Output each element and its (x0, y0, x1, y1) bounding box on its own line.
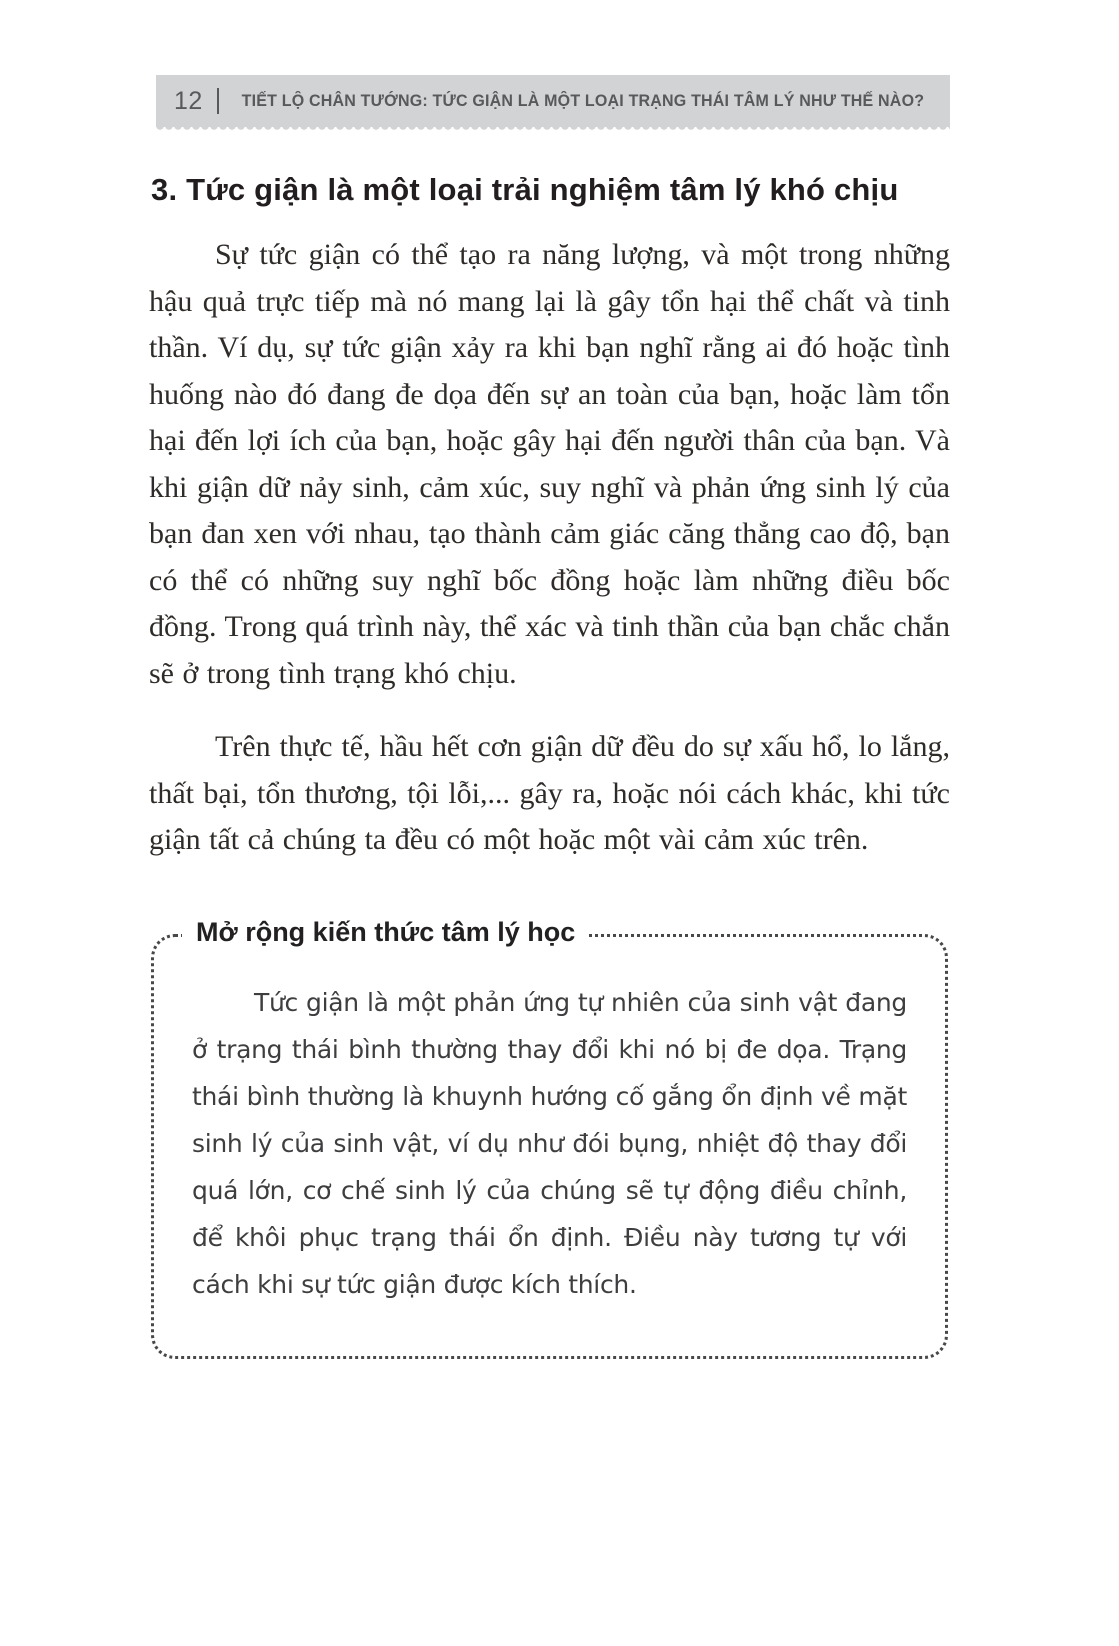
running-header-title: TIẾT LỘ CHÂN TƯỚNG: TỨC GIẬN LÀ MỘT LOẠI TRẠNG THÁI TÂM LÝ NHƯ THẾ NÀO? (241, 91, 924, 110)
page-number: 12 (174, 86, 203, 115)
running-header (156, 75, 950, 127)
text-column (149, 0, 950, 1359)
knowledge-box-title: Mở rộng kiến thức tâm lý học (182, 917, 589, 948)
body-paragraph-1: Sự tức giận có thể tạo ra năng lượng, và một trong những hậu quả trực tiếp mà nó mang lại là gây tổn hại thể chất và tinh thần. Ví dụ, sự tức giận xảy ra khi bạn nghĩ rằng ai đó hoặc tình huống nào đó đang đe dọa đến sự an toàn của bạn, hoặc làm tổn hại đến lợi ích của bạn, hoặc gây hại đến người thân của bạn. Và khi giận dữ nảy sinh, cảm xúc, suy nghĩ và phản ứng sinh lý của bạn đan xen với nhau, tạo thành cảm giác căng thẳng cao độ, bạn có thể có những suy nghĩ bốc đồng hoặc làm những điều bốc đồng. Trong quá trình này, thể xác và tinh thần của bạn chắc chắn sẽ ở trong tình trạng khó chịu. (149, 238, 950, 690)
knowledge-box-body: Tức giận là một phản ứng tự nhiên của sinh vật đang ở trạng thái bình thường thay đổi khi nó bị đe dọa. Trạng thái bình thường là khuynh hướng cố gắng ổn định về mặt sinh lý của sinh vật, ví dụ như đói bụng, nhiệt độ thay đổi quá lớn, cơ chế sinh lý của chúng sẽ tự động điều chỉnh, để khôi phục trạng thái ổn định. Điều này tương tự với cách khi sự tức giận được kích thích. (192, 987, 907, 1299)
page-number-divider (217, 88, 219, 114)
section-heading: 3. Tức giận là một loại trải nghiệm tâm lý khó chịu (151, 172, 899, 207)
knowledge-box (151, 916, 948, 1359)
body-paragraph-2: Trên thực tế, hầu hết cơn giận dữ đều do sự xấu hổ, lo lắng, thất bại, tổn thương, tội lỗi,... gây ra, hoặc nói cách khác, khi tức giận tất cả chúng ta đều có một hoặc một vài cảm xúc trên. (149, 730, 950, 856)
